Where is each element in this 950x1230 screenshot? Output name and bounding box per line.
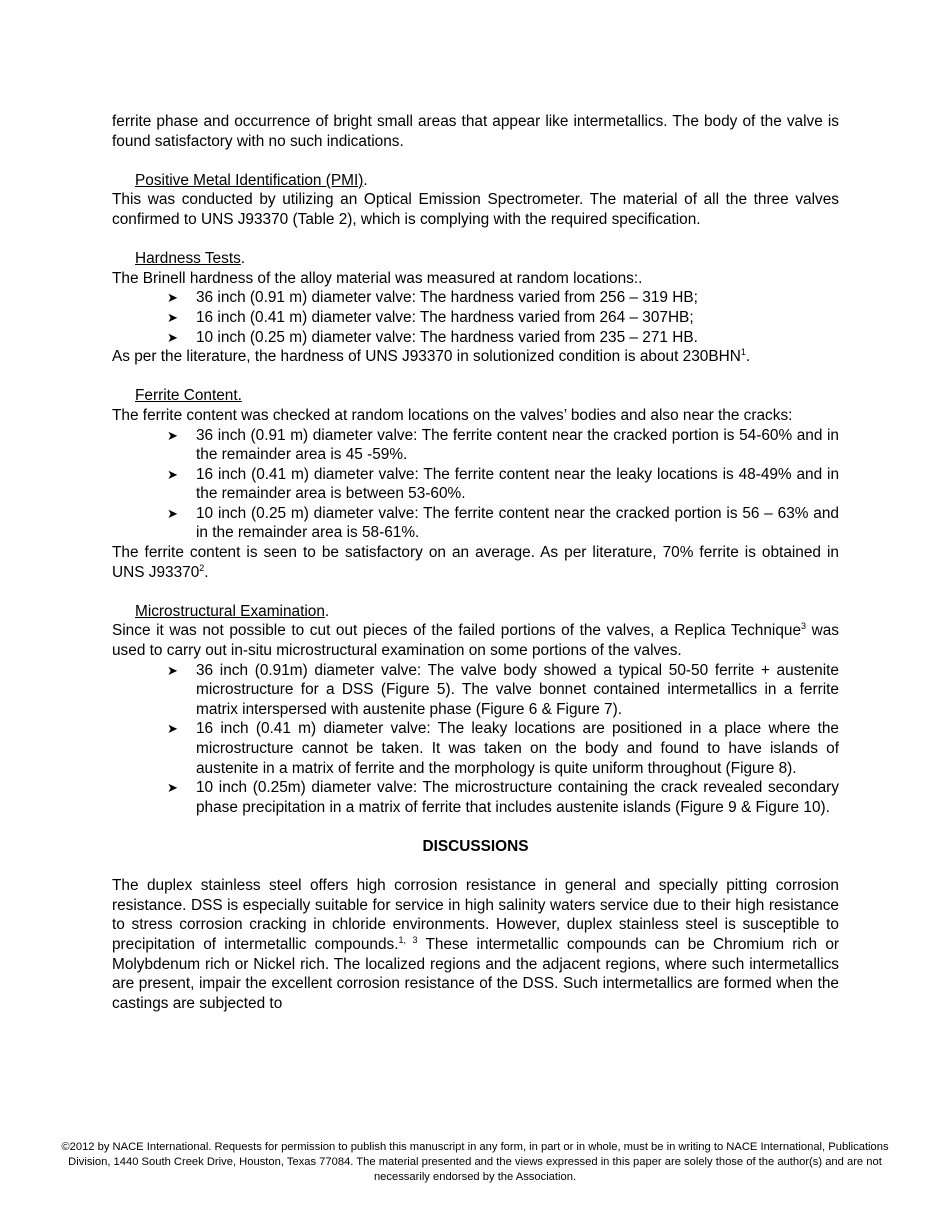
arrowhead-bullet-icon: ➤ [167,505,178,521]
arrowhead-bullet-icon: ➤ [167,780,178,796]
pmi-paragraph: This was conducted by utilizing an Optical Emission Spectrometer. The material of all the three valves confirmed to UNS J93370 (Table 2), which is complying with the required specification. [112,191,839,228]
page-body [112,112,839,1013]
ferrite-lead: The ferrite content was checked at random locations on the valves’ bodies and also near the cracks: [112,406,793,424]
micro-list [112,661,839,818]
hardness-list [112,288,839,347]
micro-lead: Since it was not possible to cut out pieces of the failed portions of the valves, a Replica Technique$^3$ was used to carry out in-situ microstructural examination on some portions of the valves. [112,621,839,660]
arrowhead-bullet-icon: ➤ [167,466,178,482]
citation-superscript: 1, 3 [398,934,418,945]
list-item: ➤ 10 inch (0.25 m) diameter valve: The ferrite content near the cracked portion is 56 – 63% and in the remainder area is 58-61%. [167,504,839,542]
ferrite-list [112,426,839,544]
list-item: ➤ 36 inch (0.91m) diameter valve: The valve body showed a typical 50-50 ferrite + austenite microstructure for a DSS (Figure 5). The valve bonnet contained intermetallics in a ferrite matrix interspersed with austenite phase (Figure 6 & Figure 7). [167,661,839,718]
citation-superscript: 3 [801,621,807,632]
hardness-heading: Hardness Tests. [135,250,246,268]
arrowhead-bullet-icon: ➤ [167,427,178,443]
arrowhead-bullet-icon: ➤ [167,721,178,737]
arrowhead-bullet-icon: ➤ [167,309,178,325]
copyright-footer: ©2012 by NACE International. Requests for permission to publish this manuscript in any form, in part or in whole, must be in writing to NACE International, Publications Division, 1440 South Creek Drive, Houston, Texas 77084. The material presented and the views expressed in this paper are solely those of the author(s) and are not necessarily endorsed by the Association. [61,1141,889,1183]
micro-heading: Microstructural Examination. [135,602,330,620]
hardness-closing: As per the literature, the hardness of UNS J93370 in solutionized condition is about 230BHN$^1$. [112,347,751,366]
discussions-paragraph: The duplex stainless steel offers high corrosion resistance in general and specially pitting corrosion resistance. DSS is especially suitable for service in high salinity waters service due to their high resistance to stress corrosion cracking in chloride environments. However, duplex stainless steel is susceptible to precipitation of intermetallic compounds.$^{1, 3}$ These intermetallic compounds can be Chromium rich or Molybdenum rich or Nickel rich. The localized regions and the adjacent regions, where such intermetallics are present, impair the excellent corrosion resistance of the DSS. Such intermetallics are formed when the castings are subjected to [112,877,840,1012]
list-item: ➤ 10 inch (0.25 m) diameter valve: The hardness varied from 235 – 271 HB. [167,328,698,346]
intro-paragraph: ferrite phase and occurrence of bright small areas that appear like intermetallics. The body of the valve is found satisfactory with no such indications. [112,113,839,150]
list-item: ➤ 10 inch (0.25m) diameter valve: The microstructure containing the crack revealed secondary phase precipitation in a matrix of ferrite that includes austenite islands (Figure 9 & Figure 10). [167,779,839,816]
list-item: ➤ 16 inch (0.41 m) diameter valve: The hardness varied from 264 – 307HB; [167,308,694,326]
discussions-heading: DISCUSSIONS [422,837,529,855]
list-item: ➤ 16 inch (0.41 m) diameter valve: The leaky locations are positioned in a place where the microstructure cannot be taken. It was taken on the body and found to have islands of austenite in a matrix of ferrite and the morphology is quite uniform throughout (Figure 8). [167,720,839,777]
list-item: ➤ 36 inch (0.91 m) diameter valve: The ferrite content near the cracked portion is 54-60% and in the remainder area is 45 -59%. [167,426,839,464]
list-item: ➤ 36 inch (0.91 m) diameter valve: The hardness varied from 256 – 319 HB; [167,289,698,307]
ferrite-closing: The ferrite content is seen to be satisfactory on an average. As per literature, 70% ferrite is obtained in UNS J93370$^2$. [112,544,839,581]
arrowhead-bullet-icon: ➤ [167,329,178,345]
hardness-lead: The Brinell hardness of the alloy material was measured at random locations:. [112,269,643,287]
arrowhead-bullet-icon: ➤ [167,290,178,306]
citation-superscript: 2 [199,562,205,573]
pmi-heading: Positive Metal Identification (PMI). [135,171,368,189]
list-item: ➤ 16 inch (0.41 m) diameter valve: The ferrite content near the leaky locations is 48-49% and in the remainder area is between 53-60%. [167,465,839,503]
arrowhead-bullet-icon: ➤ [167,662,178,678]
ferrite-heading: Ferrite Content. [135,387,242,405]
citation-superscript: 1 [740,347,746,357]
